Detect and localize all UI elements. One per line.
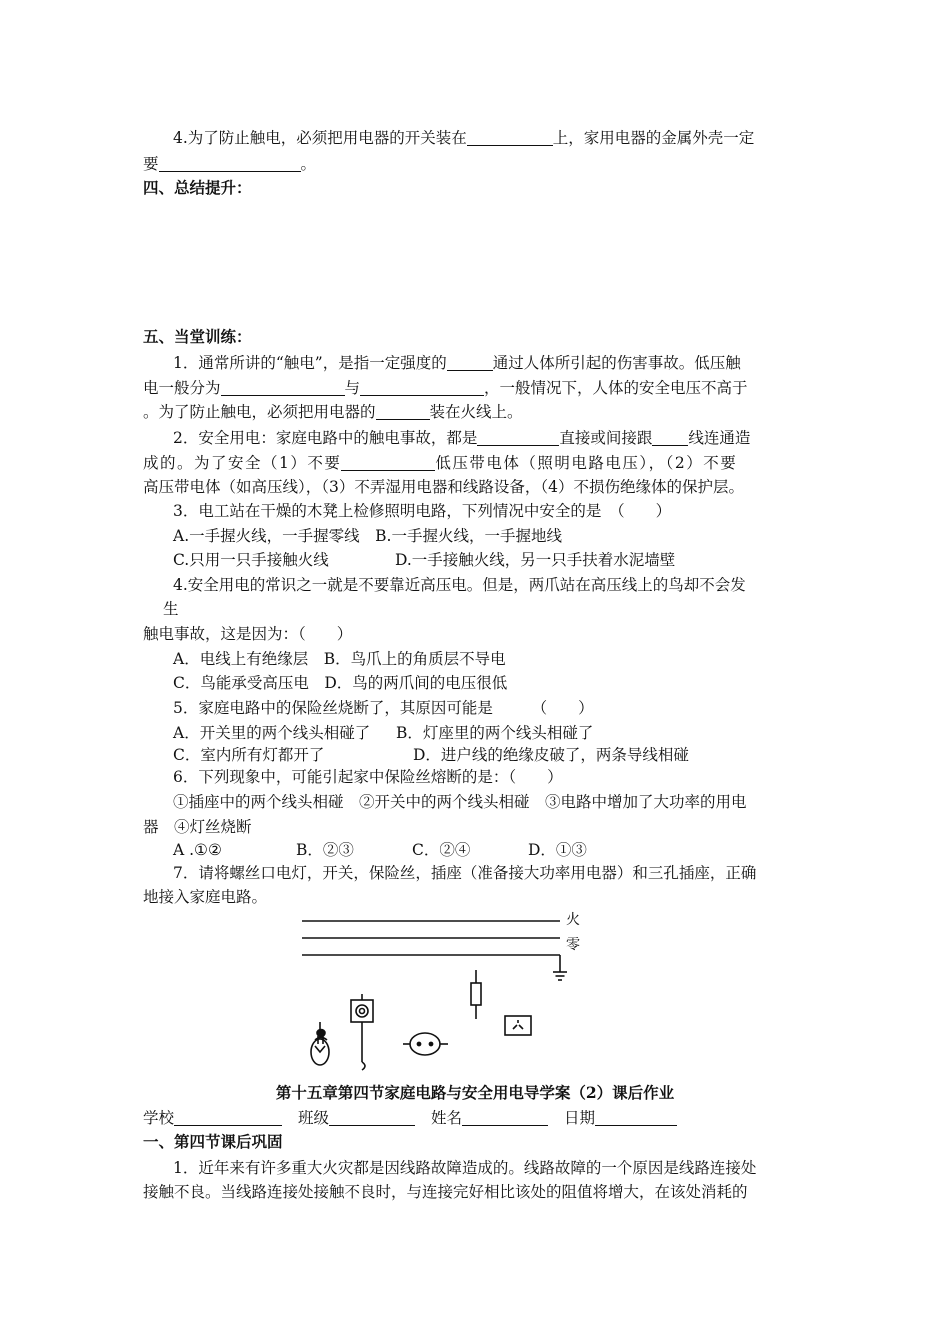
q7-line1: 7．请将螺丝口电灯，开关，保险丝，插座（准备接大功率用电器）和三孔插座，正确 xyxy=(173,864,757,882)
text: 低压带电体（照明电路电压），（2）不要 xyxy=(435,454,738,472)
date-field[interactable] xyxy=(595,1109,677,1126)
q7-line2: 地接入家庭电路。 xyxy=(143,888,268,906)
switch-icon xyxy=(351,994,373,1070)
text: 2．安全用电：家庭电路中的触电事故，都是 xyxy=(173,429,478,447)
q3-options-ab: A.一手握火线，一手握零线 B.一手握火线，一手握地线 xyxy=(173,527,562,545)
name-label: 姓名 xyxy=(431,1109,463,1127)
neutral-wire-label: 零 xyxy=(566,937,580,953)
q6-option-d: D．①③ xyxy=(528,841,587,859)
screw-lamp-icon xyxy=(311,1022,329,1065)
text: 要 xyxy=(143,155,159,173)
q2-line3: 高压带电体（如高压线），（3）不弄湿用电器和线路设备，（4）不损伤绝缘体的保护层。 xyxy=(143,478,744,496)
text: 线连通造 xyxy=(688,429,751,447)
text: ，一般情况下，人体的安全电压不高于 xyxy=(484,379,748,397)
text: 电一般分为 xyxy=(143,379,221,397)
q4-line3: 触电事故，这是因为：（ ） xyxy=(143,625,353,643)
q3-option-c: C.只用一只手接触火线 xyxy=(173,551,329,569)
text: 通过人体所引起的伤害事故。低压触 xyxy=(492,354,741,372)
ground-symbol-icon xyxy=(553,955,567,980)
homework-title: 第十五章第四节家庭电路与安全用电导学案（2）课后作业 xyxy=(275,1083,675,1102)
q4-line2: 生 xyxy=(163,600,179,618)
q6-items-line1: ①插座中的两个线头相碰 ②开关中的两个线头相碰 ③电路中增加了大功率的用电 xyxy=(173,793,747,811)
text: 直接或间接跟 xyxy=(559,429,653,447)
three-hole-socket-icon xyxy=(505,1016,531,1035)
q6-stem: 6．下列现象中，可能引起家中保险丝熔断的是：（ ） xyxy=(173,768,563,786)
q6-option-a: A .①② xyxy=(173,841,222,859)
text: 与 xyxy=(344,379,361,397)
class-label: 班级 xyxy=(298,1109,330,1127)
homework-q1-line2: 接触不良。当线路连接处接触不良时，与连接完好相比该处的阻值将增大，在该处消耗的 xyxy=(143,1183,748,1201)
text: 装在火线上。 xyxy=(429,403,523,421)
q5-option-a: A．开关里的两个线头相碰了 xyxy=(173,724,371,742)
date-label: 日期 xyxy=(564,1109,596,1127)
text: 。 xyxy=(300,155,317,173)
homework-section1-heading: 一、第四节课后巩固 xyxy=(143,1132,283,1151)
homework-q1-line1: 1．近年来有许多重大火灾都是因线路故障造成的。线路故障的一个原因是线路连接处 xyxy=(173,1159,757,1177)
q5-option-b: B．灯座里的两个线头相碰了 xyxy=(396,724,594,742)
q4-line1: 4.安全用电的常识之一就是不要靠近高压电。但是，两爪站在高压线上的鸟却不会发 xyxy=(173,576,746,594)
q3-option-d: D.一手接触火线，另一只手扶着水泥墙壁 xyxy=(395,551,676,569)
section5-heading: 五、当堂训练： xyxy=(143,327,252,346)
q5-option-c: C．室内所有灯都开了 xyxy=(173,746,325,764)
q4-options-cd: C．鸟能承受高压电 D．鸟的两爪间的电压很低 xyxy=(173,674,508,692)
text: 成的。为了安全（1）不要 xyxy=(143,454,342,472)
q3-stem: 3．电工站在干燥的木凳上检修照明电路，下列情况中安全的是 （ ） xyxy=(173,502,672,520)
text: 4.为了防止触电，必须把用电器的开关装在 xyxy=(173,129,467,147)
q6-items-line2: 器 ④灯丝烧断 xyxy=(143,818,252,836)
school-field[interactable] xyxy=(174,1109,282,1126)
text: 。为了防止触电，必须把用电器的 xyxy=(143,403,376,421)
section4-heading: 四、总结提升： xyxy=(143,178,252,197)
school-label: 学校 xyxy=(143,1109,175,1127)
q5-option-d: D．进户线的绝缘皮破了，两条导线相碰 xyxy=(413,746,689,764)
two-hole-socket-icon xyxy=(403,1033,448,1055)
text: 1．通常所讲的“触电”，是指一定强度的 xyxy=(173,354,447,372)
fuse-icon xyxy=(471,970,481,1019)
live-wire-label: 火 xyxy=(566,912,580,928)
q5-stem: 5．家庭电路中的保险丝烧断了，其原因可能是 （ ） xyxy=(173,699,594,717)
q4-options-ab: A．电线上有绝缘层 B．鸟爪上的角质层不导电 xyxy=(173,650,506,668)
q6-option-c: C．②④ xyxy=(412,841,471,859)
class-field[interactable] xyxy=(329,1109,415,1126)
text: 上，家用电器的金属外壳一定 xyxy=(552,129,755,147)
name-field[interactable] xyxy=(462,1109,548,1126)
homework-info-row xyxy=(143,1107,677,1129)
q6-option-b: B．②③ xyxy=(296,841,354,859)
